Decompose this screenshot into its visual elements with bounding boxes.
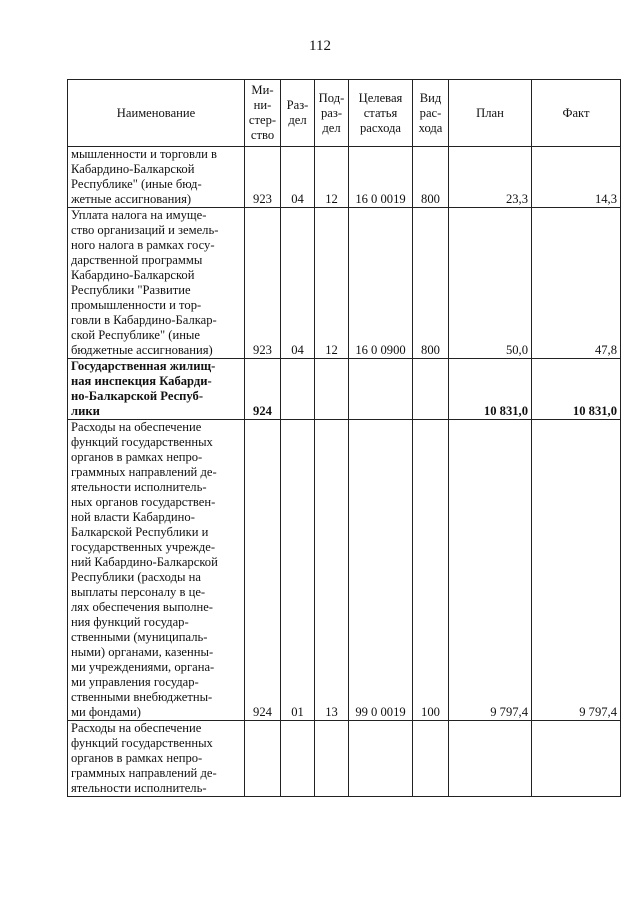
row-expense-type xyxy=(413,359,449,420)
row-fact xyxy=(532,721,621,797)
header-target: Целевая статья расхода xyxy=(349,80,413,147)
row-name xyxy=(68,208,245,359)
table-row xyxy=(68,359,621,420)
row-section xyxy=(281,420,315,721)
row-target-text: 99 0 0019 xyxy=(355,705,406,719)
row-plan xyxy=(449,359,532,420)
row-name-text: Расходы на обеспечение функций государственных органов в рамках непро- граммных направлений де- ятельности исполнитель- xyxy=(71,721,217,795)
row-plan xyxy=(449,420,532,721)
row-plan-text: 10 831,0 xyxy=(483,404,528,418)
row-fact xyxy=(532,359,621,420)
row-name-text: Уплата налога на имуще- ство организаций и земель- ного налога в рамках госу- дарственной программы Кабардино-Балкарской Республики "Развитие промышленности и тор- говли в Кабардино-Балкар- ской Республике" (иные бюджетные ассигнования) xyxy=(71,208,219,357)
row-subsection xyxy=(315,359,349,420)
row-section-text: 01 xyxy=(291,705,304,719)
row-section-text: 04 xyxy=(291,343,304,357)
table-row xyxy=(68,208,621,359)
row-section xyxy=(281,721,315,797)
row-section-text: 04 xyxy=(291,192,304,206)
row-plan xyxy=(449,147,532,208)
row-fact xyxy=(532,420,621,721)
row-plan xyxy=(449,721,532,797)
page-number: 112 xyxy=(309,38,331,54)
row-name-text: Расходы на обеспечение функций государственных органов в рамках непро- граммных направлений де- ятельности исполнитель- ных органов государствен- ной власти Кабардино- Балкарской Республики и государственных учрежде- ний Кабардино-Балкарской Республики (расходы на выплаты персоналу в це- лях обеспечения выполне- ния функций государ- ственными (муниципаль- ными) органами, казенны- ми учреждениями, органа- ми управления государ- ственными внебюджетны- ми фондами) xyxy=(71,420,218,719)
table-body xyxy=(68,147,621,797)
row-name xyxy=(68,359,245,420)
row-name xyxy=(68,721,245,797)
row-subsection xyxy=(315,208,349,359)
row-plan xyxy=(449,208,532,359)
row-ministry xyxy=(245,147,281,208)
table-row xyxy=(68,147,621,208)
row-expense-type xyxy=(413,420,449,721)
table-row xyxy=(68,420,621,721)
row-fact xyxy=(532,208,621,359)
row-ministry xyxy=(245,420,281,721)
row-expense-type-text: 100 xyxy=(421,705,440,719)
row-target xyxy=(349,420,413,721)
row-target-text: 16 0 0900 xyxy=(355,343,406,357)
header-fact: Факт xyxy=(532,80,621,147)
row-target-text: 16 0 0019 xyxy=(355,192,406,206)
row-section xyxy=(281,359,315,420)
table-row xyxy=(68,721,621,797)
row-name xyxy=(68,420,245,721)
header-subsection: Под- раз- дел xyxy=(315,80,349,147)
row-plan-text: 50,0 xyxy=(505,343,528,357)
header-expense-type: Вид рас- хода xyxy=(413,80,449,147)
row-expense-type-text: 800 xyxy=(421,192,440,206)
row-ministry xyxy=(245,721,281,797)
row-ministry-text: 923 xyxy=(253,192,272,206)
row-target xyxy=(349,721,413,797)
row-name xyxy=(68,147,245,208)
row-subsection xyxy=(315,721,349,797)
row-ministry-text: 924 xyxy=(253,404,272,418)
row-expense-type xyxy=(413,208,449,359)
budget-table xyxy=(67,79,621,797)
header-name: Наименование xyxy=(68,80,245,147)
row-target xyxy=(349,359,413,420)
row-fact-text: 47,8 xyxy=(594,343,617,357)
table-header-row xyxy=(68,80,621,147)
header-plan: План xyxy=(449,80,532,147)
row-expense-type xyxy=(413,147,449,208)
header-ministry: Ми- ни- стер- ство xyxy=(245,80,281,147)
row-name-text: Государственная жилищ- ная инспекция Кабарди- но-Балкарской Респуб- лики xyxy=(71,359,216,418)
row-ministry xyxy=(245,208,281,359)
row-fact-text: 10 831,0 xyxy=(572,404,617,418)
row-expense-type xyxy=(413,721,449,797)
row-expense-type-text: 800 xyxy=(421,343,440,357)
row-ministry-text: 924 xyxy=(253,705,272,719)
row-ministry xyxy=(245,359,281,420)
row-subsection-text: 12 xyxy=(325,343,338,357)
row-target xyxy=(349,147,413,208)
row-section xyxy=(281,208,315,359)
row-plan-text: 23,3 xyxy=(505,192,528,206)
row-subsection xyxy=(315,420,349,721)
row-subsection xyxy=(315,147,349,208)
row-fact xyxy=(532,147,621,208)
header-section: Раз- дел xyxy=(281,80,315,147)
row-section xyxy=(281,147,315,208)
row-ministry-text: 923 xyxy=(253,343,272,357)
row-fact-text: 9 797,4 xyxy=(579,705,617,719)
row-name-text: мышленности и торговли в Кабардино-Балкарской Республике" (иные бюд- жетные ассигнования) xyxy=(71,147,217,206)
row-subsection-text: 12 xyxy=(325,192,338,206)
row-target xyxy=(349,208,413,359)
row-plan-text: 9 797,4 xyxy=(490,705,528,719)
row-fact-text: 14,3 xyxy=(594,192,617,206)
row-subsection-text: 13 xyxy=(325,705,338,719)
